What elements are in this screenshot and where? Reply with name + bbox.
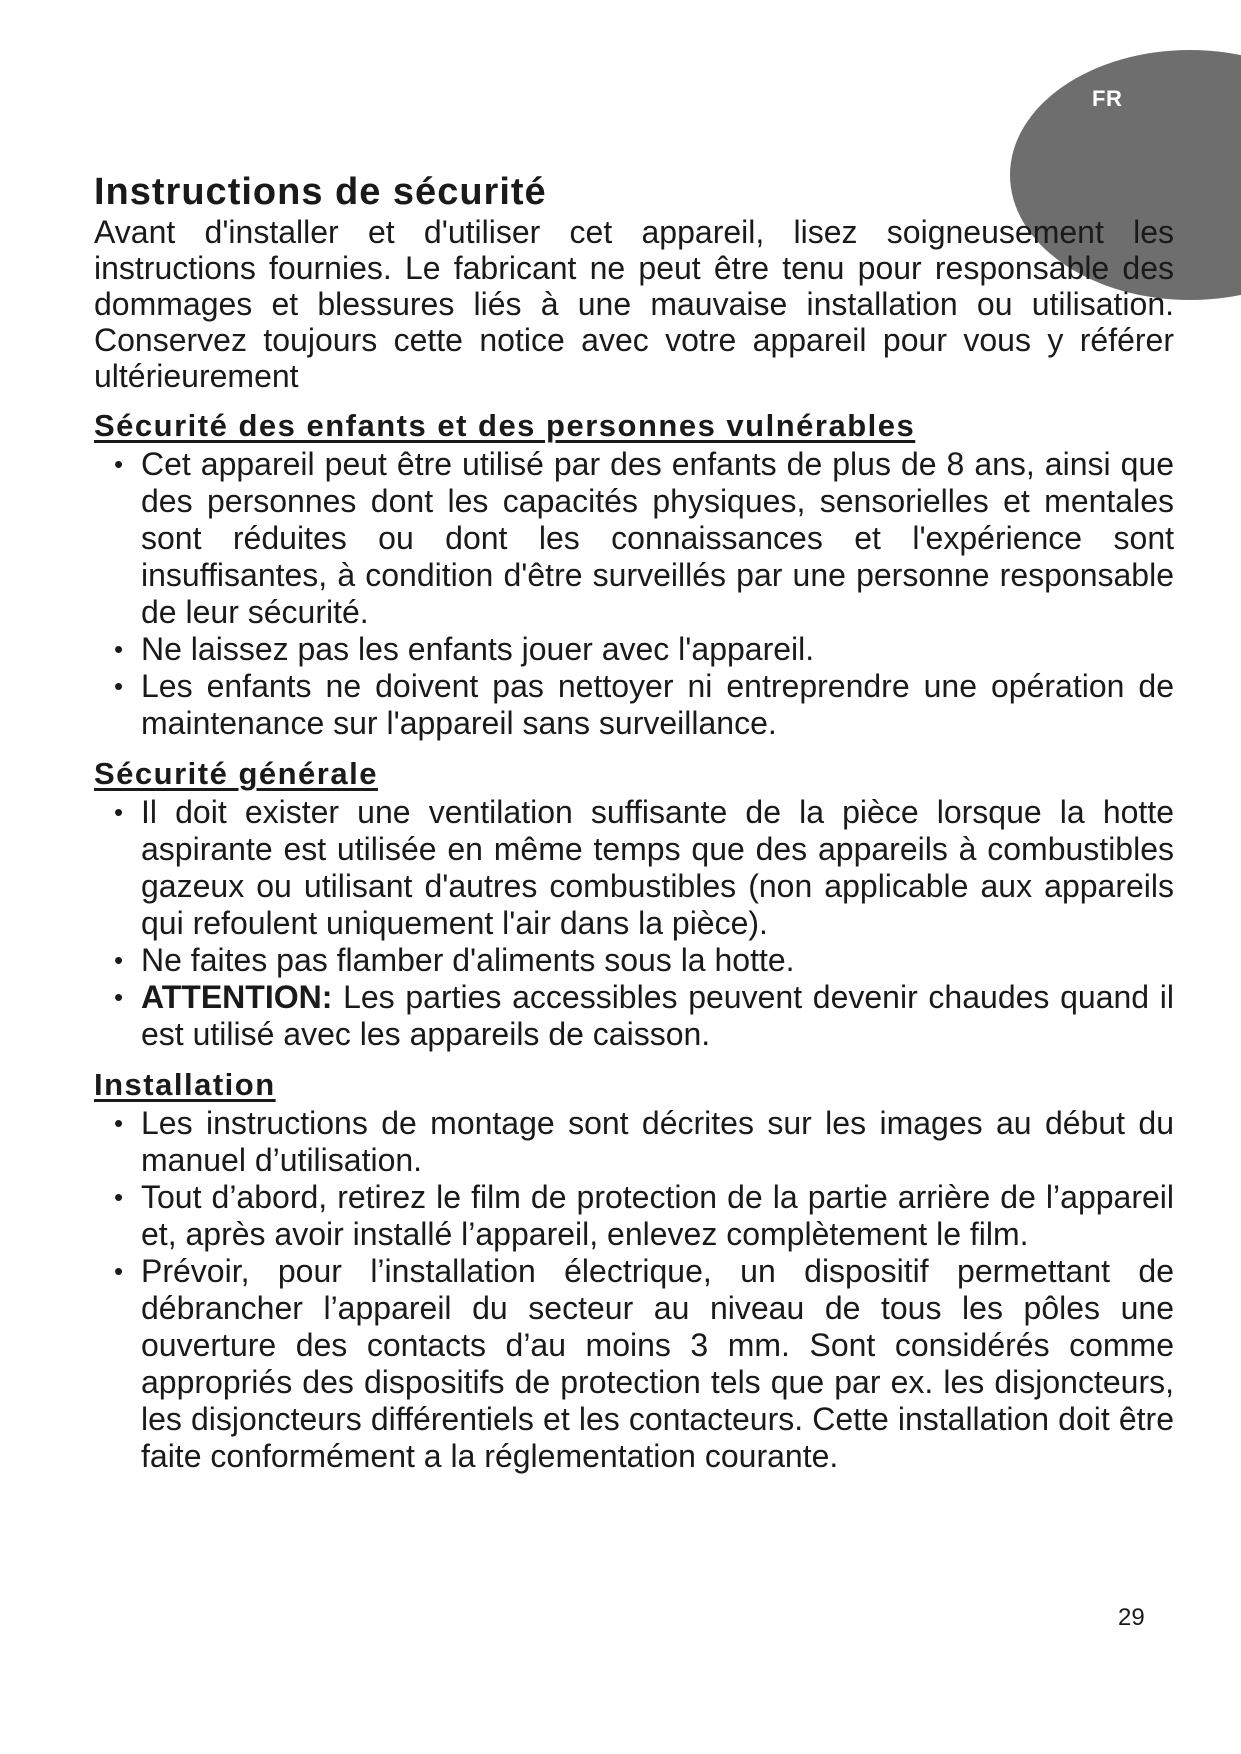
bullet-icon: •	[114, 1108, 124, 1138]
bullet-icon: •	[114, 945, 124, 975]
children-safety-list	[94, 446, 1174, 742]
language-tab-label: FR	[1092, 86, 1123, 111]
general-safety-list	[94, 794, 1174, 1053]
list-item	[94, 668, 1174, 742]
list-item	[94, 1105, 1174, 1179]
list-item-text: Ne laissez pas les enfants jouer avec l'appareil.	[141, 631, 815, 667]
list-item	[94, 979, 1174, 1053]
bullet-icon: •	[114, 1256, 124, 1286]
list-item	[94, 794, 1174, 942]
list-item	[94, 446, 1174, 631]
bullet-icon: •	[114, 671, 124, 701]
bullet-icon: •	[114, 634, 124, 664]
list-item-text: Prévoir, pour l’installation électrique, un dispositif permettant de débrancher l’appareil du secteur au niveau de tous les pôles une ouverture des contacts d’au moins 3 mm. Sont considérés comme appropriés des dispositifs de protection tels que par ex. les disjoncteurs, les disjoncteurs différentiels et les contacteurs. Cette installation doit être faite conformément a la réglementation courante.	[141, 1253, 1174, 1474]
list-item-text: Tout d’abord, retirez le film de protection de la partie arrière de l’appareil et, après avoir installé l’appareil, enlevez complètement le film.	[141, 1179, 1174, 1252]
section-heading-children-safety: Sécurité des enfants et des personnes vulnérables	[94, 408, 916, 443]
list-item-text: Les instructions de montage sont décrites sur les images au début du manuel d’utilisation.	[141, 1105, 1174, 1178]
page-title: Instructions de sécurité	[94, 171, 547, 213]
intro-paragraph: Avant d'installer et d'utiliser cet appareil, lisez soigneusement les instructions fournies. Le fabricant ne peut être tenu pour responsable des dommages et blessures liés à une mauvaise installation ou utilisation. Conservez toujours cette notice avec votre appareil pour vous y référer ultérieurement	[94, 214, 1174, 394]
section-heading-general-safety: Sécurité générale	[94, 756, 378, 791]
bullet-icon: •	[114, 982, 124, 1012]
list-item-text: Cet appareil peut être utilisé par des enfants de plus de 8 ans, ainsi que des personnes dont les capacités physiques, sensorielles et mentales sont réduites ou dont les connaissances et l'expérience sont insuffisantes, à condition d'être surveillés par une personne responsable de leur sécurité.	[141, 446, 1174, 630]
list-item	[94, 1179, 1174, 1253]
list-item-text: Les parties accessibles peuvent devenir chaudes quand il est utilisé avec les appareils de caisson.	[141, 979, 1174, 1052]
list-item-text: Il doit exister une ventilation suffisante de la pièce lorsque la hotte aspirante est utilisée en même temps que des appareils à combustibles gazeux ou utilisant d'autres combustibles (non applicable aux appareils qui refoulent uniquement l'air dans la pièce).	[141, 794, 1174, 941]
bullet-icon: •	[114, 1182, 124, 1212]
list-item-text: Ne faites pas flamber d'aliments sous la hotte.	[141, 942, 795, 978]
bullet-icon: •	[114, 797, 124, 827]
list-item	[94, 1253, 1174, 1475]
list-item	[94, 631, 1174, 668]
list-item	[94, 942, 1174, 979]
list-item-text: Les enfants ne doivent pas nettoyer ni entreprendre une opération de maintenance sur l'appareil sans surveillance.	[141, 668, 1174, 741]
installation-list	[94, 1105, 1174, 1475]
page-number: 29	[1118, 1604, 1145, 1631]
warning-label: ATTENTION:	[141, 979, 333, 1015]
page-content	[94, 170, 1174, 1475]
bullet-icon: •	[114, 449, 124, 479]
section-heading-installation: Installation	[94, 1067, 276, 1102]
